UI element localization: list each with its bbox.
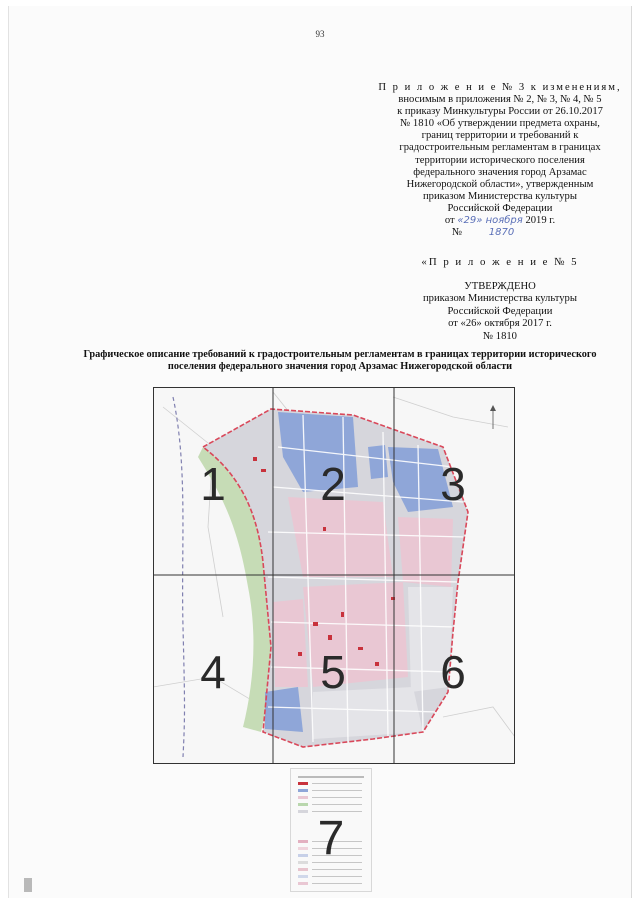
scan-mark	[24, 878, 32, 892]
order-date-suffix: 2019 г.	[525, 215, 556, 227]
appendix-line-6: градостроительным регламентам в границах	[399, 142, 601, 154]
appendix-line-7: территории исторического поселения	[415, 154, 585, 166]
approved-line-1: УТВЕРЖДЕНО	[464, 281, 536, 292]
sheet-label-6[interactable]: 6	[440, 646, 466, 698]
appendix-5-label: «П р и л о ж е н и е № 5	[421, 256, 579, 268]
sheet-label-4[interactable]: 4	[200, 646, 226, 698]
approved-block	[360, 281, 640, 343]
map-svg	[153, 387, 515, 764]
map-sheet-index	[153, 387, 515, 764]
approved-line-4: от «26» октября 2017 г.	[448, 318, 552, 330]
appendix-line-3: к приказу Минкультуры России от 26.10.2017	[397, 106, 603, 118]
approved-line-5: № 1810	[483, 330, 517, 342]
appendix-line-5: границ территории и требований к	[421, 130, 579, 142]
sheet-label-1[interactable]: 1	[200, 458, 226, 510]
sheet-label-2[interactable]: 2	[320, 458, 346, 510]
order-number-prefix: №	[452, 227, 463, 239]
document-title-line-2: поселения федерального значения город Арзамас Нижегородской области	[167, 361, 513, 373]
document-title	[40, 349, 640, 373]
appendix-line-1: П р и л о ж е н и е № 3 к изменениям,	[378, 82, 622, 93]
appendix-line-10: приказом Министерства культуры	[423, 190, 577, 202]
appendix-line-11: Российской Федерации	[447, 202, 553, 214]
legend-svg	[290, 768, 372, 892]
order-number-line	[360, 227, 640, 239]
appendix-header-block	[360, 82, 640, 239]
order-date-line	[360, 215, 640, 227]
appendix-line-8: федерального значения город Арзамас	[413, 166, 587, 178]
appendix-line-9: Нижегородской области», утвержденным	[406, 178, 594, 190]
appendix-line-4: № 1810 «Об утверждении предмета охраны,	[400, 118, 600, 130]
sheet-label-7[interactable]: 7	[317, 812, 345, 865]
approved-line-2: приказом Министерства культуры	[423, 293, 577, 305]
order-date-prefix: от	[444, 215, 455, 227]
order-number-handwritten: 1870	[488, 227, 515, 239]
legend-sheet	[290, 768, 372, 892]
approved-line-3: Российской Федерации	[447, 305, 553, 317]
sheet-label-3[interactable]: 3	[440, 458, 466, 510]
order-date-handwritten: «29» ноября	[457, 215, 523, 227]
sheet-label-5[interactable]: 5	[320, 646, 346, 698]
page-number: 93	[315, 29, 325, 39]
appendix-line-2: вносимым в приложения № 2, № 3, № 4, № 5	[398, 94, 602, 106]
document-title-line-1: Графическое описание требований к градостроительным регламентам в границах территории исторического	[83, 349, 597, 360]
